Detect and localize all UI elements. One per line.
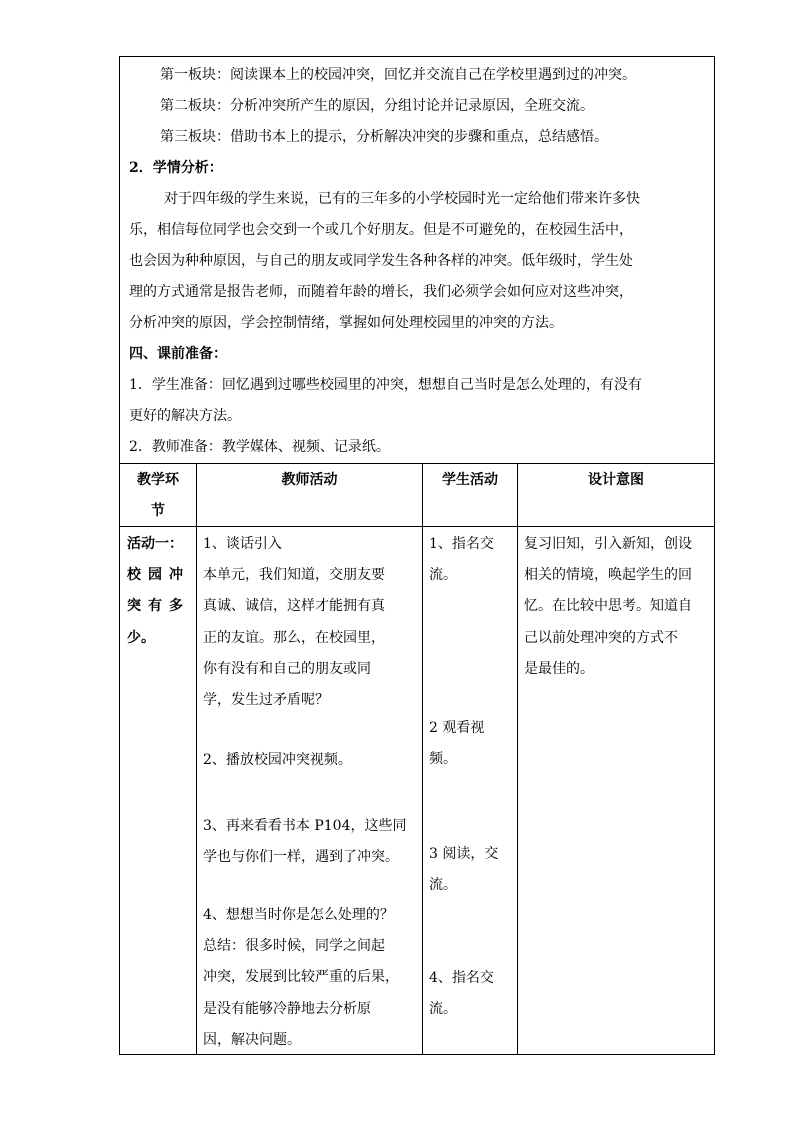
student-activity-1 [429,529,515,591]
intent-line: 复习旧知，引入新知，创设 [524,536,692,552]
student-line: 2 观看视 [429,720,485,736]
preparation-line: 更好的解决方法。 [129,408,241,424]
stage-cell [127,529,193,654]
student-line: 流。 [429,567,457,584]
lesson-plan-frame [119,56,715,1055]
teacher-line: 因，解决问题。 [203,1031,301,1048]
student-activity-3 [429,839,515,901]
analysis-line: 也会因为种种原因，与自己的朋友或同学发生各种各样的冲突。低年级时，学生处 [129,253,633,269]
table-top-rule [120,463,714,464]
header-stage [120,465,196,527]
teacher-line: 学也与你们一样，遇到了冲突。 [203,849,399,866]
header-stage-line: 教学环 [137,472,179,488]
student-activity-4 [429,963,515,1025]
stage-line: 少。 [127,629,155,646]
teacher-line: 2、播放校园冲突视频。 [203,752,352,768]
design-intent-cell [524,529,712,685]
header-stage-line: 节 [151,503,165,520]
student-line: 频。 [429,751,457,768]
intent-line: 相关的情境，唤起学生的回 [524,567,692,584]
intent-line: 是最佳的。 [524,660,594,677]
student-line: 流。 [429,1001,457,1018]
table-header-rule [120,526,714,527]
analysis-line: 分析冲突的原因，学会控制情绪，掌握如何处理校园里的冲突的方法。 [129,315,563,331]
teacher-line: 总结：很多时候，同学之间起 [203,938,385,955]
preparation-line: 1．学生准备：回忆遇到过哪些校园里的冲突，想想自己当时是怎么处理的，有没有 [129,377,642,393]
board-three-text: 第三板块：借助书本上的提示，分析解决冲突的步骤和重点，总结感悟。 [160,129,608,145]
analysis-line: 理的方式通常是报告老师，而随着年龄的增长，我们必须学会如何应对这些冲突， [129,284,633,300]
teacher-line: 1、谈话引入 [203,536,282,552]
teacher-line: 4、想想当时你是怎么处理的？ [203,907,394,923]
header-design-intent: 设计意图 [588,472,644,488]
analysis-line: 对于四年级的学生来说，已有的三年多的小学校园时光一定给他们带来许多快 [164,191,640,207]
column-divider [517,464,518,1055]
student-line: 3 阅读，交 [429,846,499,862]
student-activity-2 [429,713,515,775]
teacher-line: 是没有能够冷静地去分析原 [203,1000,371,1017]
teacher-line: 3、再来看看书本 P104，这些同 [203,818,407,834]
teacher-activity-step-3 [203,811,419,873]
header-teacher-activity: 教师活动 [281,472,338,488]
intent-line: 忆。在比较中思考。知道自 [524,598,692,615]
teacher-line: 本单元，我们知道，交朋友要 [203,567,385,584]
intent-line: 己以前处理冲突的方式不 [524,629,678,646]
teacher-line: 你有没有和自己的朋友或同 [203,660,371,677]
teacher-activity-cell [203,529,419,716]
header-student-activity: 学生活动 [442,472,498,488]
student-line: 4、指名交 [429,970,494,986]
section-heading-preparation: 四、课前准备： [129,346,227,362]
student-line: 1、指名交 [429,536,494,552]
teacher-activity-step-4 [203,900,419,1056]
board-one-text: 第一板块：阅读课本上的校园冲突，回忆并交流自己在学校里遇到过的冲突。 [160,67,636,83]
student-line: 流。 [429,877,457,894]
stage-line: 突有多 [127,598,190,615]
teacher-line: 正的友谊。那么，在校园里， [203,629,385,646]
teacher-line: 冲突，发展到比较严重的后果， [203,969,399,986]
section-heading-student-analysis: 2．学情分析： [129,160,223,176]
teacher-line: 学，发生过矛盾呢？ [203,692,329,709]
teacher-line: 真诚、诚信，这样才能拥有真 [203,598,385,615]
preparation-line: 2．教师准备：教学媒体、视频、记录纸。 [129,439,390,455]
column-divider [422,464,423,1055]
analysis-line: 乐，相信每位同学也会交到一个或几个好朋友。但是不可避免的，在校园生活中， [129,222,633,238]
teacher-activity-step-2 [203,745,419,776]
board-two-text: 第二板块：分析冲突所产生的原因，分组讨论并记录原因，全班交流。 [160,98,594,114]
stage-line: 活动一： [127,536,183,552]
stage-line: 校园冲 [127,567,190,584]
column-divider [196,464,197,1055]
lesson-intro-section [120,57,714,463]
